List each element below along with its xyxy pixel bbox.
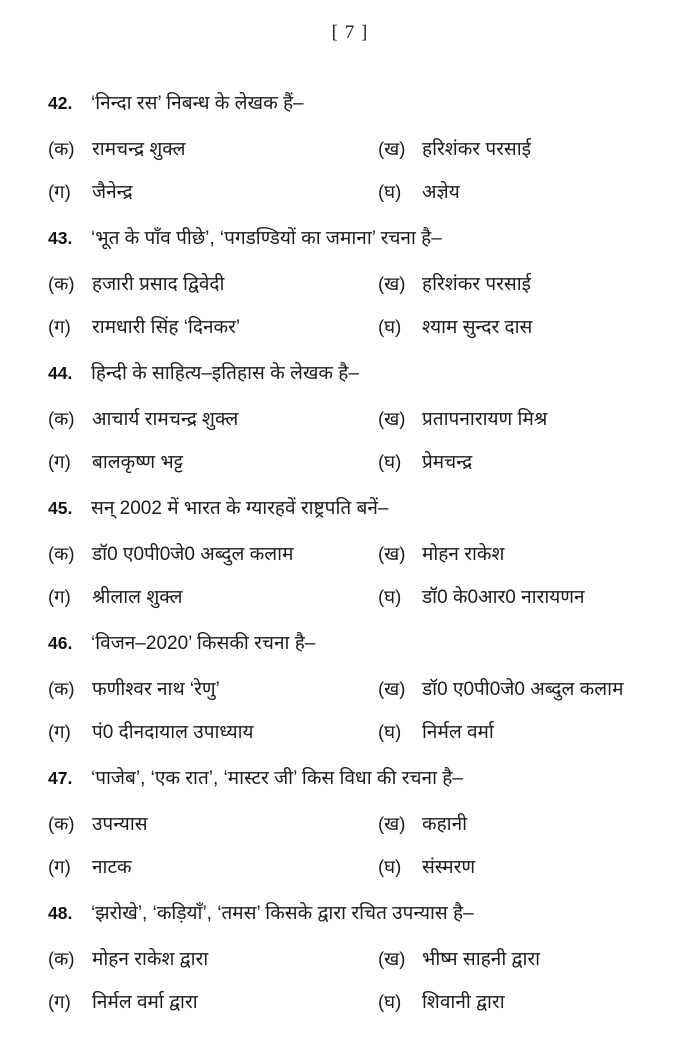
question-heading [0,632,700,675]
question-heading [0,227,700,270]
option-c[interactable] [0,718,330,744]
option-b-text: प्रतापनारायण मिश्र [422,409,548,430]
option-b[interactable] [378,540,698,566]
option-c-text: नाटक [92,857,132,878]
question-block [0,497,700,632]
option-c-text: जैनेन्द्र [92,182,133,203]
option-row [0,135,700,178]
option-a-label: (क) [48,543,75,564]
option-c-text: रामधारी सिंह ‘दिनकर’ [92,317,241,338]
question-number: 46. [48,633,73,653]
page-number: [ 7 ] [331,22,369,43]
option-c-text: श्रीलाल शुक्ल [92,587,183,608]
option-row [0,270,700,313]
option-d-label: (घ) [378,316,402,337]
option-a-text: आचार्य रामचन्द्र शुक्ल [92,409,239,430]
option-c-text: निर्मल वर्मा द्वारा [92,992,198,1013]
option-c-label: (ग) [48,181,71,202]
option-row [0,405,700,448]
option-c-text: पं0 दीनदायाल उपाध्याय [92,722,254,743]
option-a-label: (क) [48,273,75,294]
option-d-text: संस्मरण [422,857,476,878]
option-d-text: अज्ञेय [422,182,460,203]
option-b-text: भीष्म साहनी द्वारा [422,949,541,970]
option-d-text: श्याम सुन्दर दास [422,317,533,338]
option-row [0,540,700,583]
question-text: सन् 2002 में भारत के ग्यारहवें राष्ट्रपति बनें– [91,498,389,519]
question-text: ‘विजन–2020’ किसकी रचना है– [91,633,316,654]
option-b[interactable] [378,675,698,701]
option-row [0,448,700,491]
question-number: 47. [48,768,73,788]
option-b-label: (ख) [378,678,406,699]
question-heading [0,497,700,540]
option-b[interactable] [378,810,698,836]
question-block [0,227,700,362]
option-b-text: हरिशंकर परसाई [422,139,532,160]
question-number: 45. [48,498,73,518]
question-text: ‘झरोखे’, ‘कड़ियाँ’, ‘तमस’ किसके द्वारा रचित उपन्यास है– [91,903,474,924]
option-a[interactable] [0,675,330,701]
option-d-text: निर्मल वर्मा [422,722,494,743]
option-b[interactable] [378,945,698,971]
question-block [0,362,700,497]
option-c-label: (ग) [48,721,71,742]
option-d[interactable] [378,178,698,204]
option-a-text: उपन्यास [92,814,148,835]
option-d[interactable] [378,718,698,744]
option-a-label: (क) [48,678,75,699]
option-b[interactable] [378,270,698,296]
option-b-text: डॉ0 ए0पी0जे0 अब्दुल कलाम [422,679,624,700]
option-d[interactable] [378,448,698,474]
option-c[interactable] [0,448,330,474]
option-a[interactable] [0,270,330,296]
option-c[interactable] [0,853,330,879]
question-block [0,632,700,767]
option-d-label: (घ) [378,586,402,607]
option-d[interactable] [378,853,698,879]
question-number: 43. [48,228,73,248]
option-c-label: (ग) [48,316,71,337]
option-d-text: शिवानी द्वारा [422,992,505,1013]
option-c-label: (ग) [48,856,71,877]
option-c-label: (ग) [48,991,71,1012]
option-c-label: (ग) [48,451,71,472]
option-row [0,718,700,761]
option-b-text: हरिशंकर परसाई [422,274,532,295]
option-a-label: (क) [48,813,75,834]
option-b-label: (ख) [378,408,406,429]
option-a[interactable] [0,810,330,836]
option-b-label: (ख) [378,273,406,294]
option-b-label: (ख) [378,813,406,834]
option-a-text: डॉ0 ए0पी0जे0 अब्दुल कलाम [92,544,294,565]
option-d-label: (घ) [378,181,402,202]
question-block [0,92,700,227]
option-d-label: (घ) [378,991,402,1012]
option-d-label: (घ) [378,856,402,877]
option-row [0,945,700,988]
option-row [0,853,700,896]
question-heading [0,362,700,405]
question-text: ‘पाजेब’, ‘एक रात’, ‘मास्टर जी’ किस विधा की रचना है– [91,768,463,789]
question-heading [0,92,700,135]
question-number: 48. [48,903,73,923]
question-list [0,92,700,1037]
option-row [0,988,700,1031]
option-b-label: (ख) [378,948,406,969]
question-number: 44. [48,363,73,383]
option-a[interactable] [0,405,330,431]
option-d-text: प्रेमचन्द्र [422,452,473,473]
question-text: ‘निन्दा रस’ निबन्ध के लेखक हैं– [91,93,304,114]
question-block [0,767,700,902]
option-b-text: मोहन राकेश [422,544,505,565]
option-b-text: कहानी [422,814,468,835]
option-a[interactable] [0,945,330,971]
option-row [0,313,700,356]
option-a-text: मोहन राकेश द्वारा [92,949,209,970]
option-a[interactable] [0,135,330,161]
option-c[interactable] [0,313,330,339]
option-d-label: (घ) [378,451,402,472]
option-d[interactable] [378,988,698,1014]
option-a-label: (क) [48,948,75,969]
option-b-label: (ख) [378,138,406,159]
option-a-label: (क) [48,138,75,159]
option-d[interactable] [378,313,698,339]
option-row [0,583,700,626]
option-c-label: (ग) [48,586,71,607]
option-c[interactable] [0,583,330,609]
option-b[interactable] [378,135,698,161]
option-c-text: बालकृष्ण भट्ट [92,452,184,473]
question-heading [0,902,700,945]
option-a-text: फणीश्वर नाथ ‘रेणु’ [92,679,220,700]
question-heading [0,767,700,810]
option-d-label: (घ) [378,721,402,742]
option-c[interactable] [0,178,330,204]
question-block [0,902,700,1037]
option-b[interactable] [378,405,698,431]
option-a-label: (क) [48,408,75,429]
question-text: ‘भूत के पाँव पीछे’, ‘पगडण्डियों का जमाना’ रचना है– [91,228,442,249]
option-a-text: रामचन्द्र शुक्ल [92,139,186,160]
option-d[interactable] [378,583,698,609]
question-text: हिन्दी के साहित्य–इतिहास के लेखक है– [91,363,359,384]
option-row [0,675,700,718]
option-row [0,178,700,221]
option-d-text: डॉ0 के0आर0 नारायणन [422,587,585,608]
option-a-text: हजारी प्रसाद द्विवेदी [92,274,225,295]
option-c[interactable] [0,988,330,1014]
question-number: 42. [48,93,73,113]
option-b-label: (ख) [378,543,406,564]
option-a[interactable] [0,540,330,566]
option-row [0,810,700,853]
